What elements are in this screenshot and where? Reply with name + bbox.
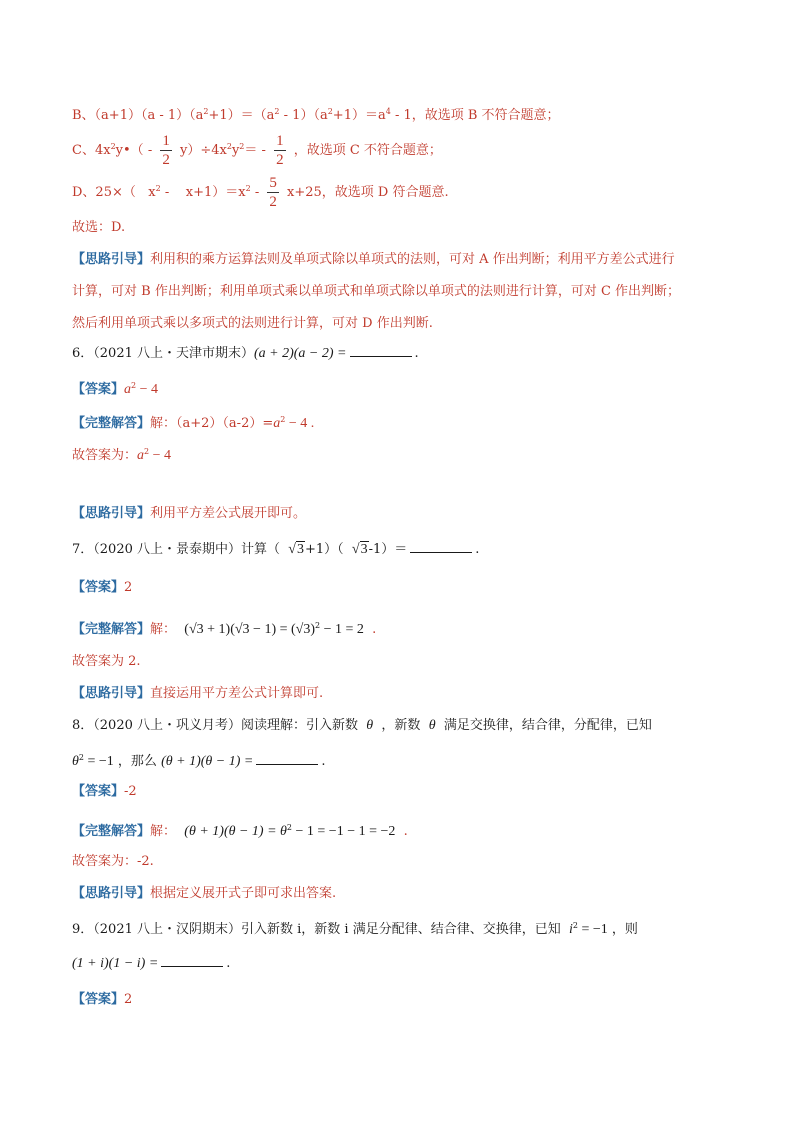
answer-9 bbox=[72, 990, 132, 1010]
solution-expression: a bbox=[273, 416, 281, 431]
exponent: 2 bbox=[155, 184, 161, 193]
solution-6 bbox=[72, 410, 314, 434]
sqrt-3: √3 bbox=[288, 542, 304, 557]
option-d-text-4: x+1）＝x bbox=[185, 185, 246, 200]
hint-tag: 【思路引导】 bbox=[72, 886, 151, 901]
question-9 bbox=[72, 916, 638, 940]
final-text: 故答案为： bbox=[72, 448, 138, 463]
option-b-text-5: - 1，故选项 B 不符合题意； bbox=[390, 108, 560, 123]
solution-tail: − 1 = −1 − 1 = −2 bbox=[292, 824, 396, 839]
question-7 bbox=[72, 540, 479, 560]
solution-7 bbox=[72, 616, 376, 640]
solution-expression: (√3 + 1)(√3 − 1) = (√3) bbox=[184, 622, 316, 637]
question-6-expression: (a + 2)(a − 2) = bbox=[254, 346, 347, 361]
final-7: 故答案为 2. bbox=[72, 654, 141, 669]
solution-text: 解：（a+2）（a-2）= bbox=[150, 416, 274, 431]
question-7-text-2: +1）（ bbox=[304, 542, 344, 557]
answer-blank[interactable] bbox=[410, 540, 472, 553]
hint-text: 利用积的乘方运算法则及单项式除以单项式的法则，可对 A 作出判断；利用平方差公式进行 bbox=[150, 252, 675, 267]
solution-tail: − 1 = 2 bbox=[320, 622, 364, 637]
option-c-text-5: y bbox=[231, 143, 240, 158]
option-b-text-4: +1）＝a bbox=[332, 108, 386, 123]
exponent: 2 bbox=[203, 107, 209, 116]
solution-text: 解： bbox=[150, 824, 177, 839]
theta-symbol: θ bbox=[72, 754, 79, 769]
exponent: 2 bbox=[286, 823, 293, 832]
answer-value: a bbox=[124, 382, 132, 397]
exponent: 2 bbox=[245, 184, 251, 193]
answer-tag: 【答案】 bbox=[72, 992, 125, 1007]
option-d-text-2: x bbox=[148, 185, 156, 200]
question-8-text-2: ，新数 bbox=[381, 718, 421, 733]
option-d-line bbox=[72, 174, 449, 211]
final-8: 故答案为：-2. bbox=[72, 854, 154, 869]
answer-6 bbox=[72, 376, 158, 400]
question-6-text: 6．（2021 八上・天津市期末） bbox=[72, 346, 254, 361]
answer-blank[interactable] bbox=[350, 344, 412, 357]
exponent: 2 bbox=[131, 381, 137, 390]
period: . bbox=[321, 754, 326, 769]
answer-8 bbox=[72, 782, 137, 802]
period: . bbox=[414, 346, 419, 361]
radicand: 3 bbox=[296, 542, 304, 557]
fraction-one-half bbox=[160, 132, 172, 169]
radicand: 3 bbox=[360, 542, 368, 557]
option-d-text-6: x+25，故选项 D 符合题意. bbox=[287, 185, 449, 200]
answer-tag: 【答案】 bbox=[72, 382, 125, 397]
fraction-one-half bbox=[274, 132, 286, 169]
period: . bbox=[403, 824, 408, 839]
question-8-expression: (θ + 1)(θ − 1) = bbox=[161, 754, 254, 769]
option-d-text-3: - bbox=[160, 185, 170, 200]
hint-text: 直接运用平方差公式计算即可. bbox=[150, 686, 324, 701]
period: . bbox=[475, 542, 480, 557]
question-7-text-3: -1）＝ bbox=[368, 542, 408, 557]
answer-7 bbox=[72, 578, 132, 598]
final-tail: − 4 bbox=[149, 448, 172, 463]
fraction-denominator: 2 bbox=[276, 152, 284, 168]
solution-tail: − 4 . bbox=[285, 416, 315, 431]
fraction-numerator: 5 bbox=[269, 175, 277, 191]
hint-tag: 【思路引导】 bbox=[72, 506, 151, 521]
answer-value: 2 bbox=[124, 580, 133, 595]
hint-text: 根据定义展开式子即可求出答案. bbox=[150, 886, 337, 901]
period: . bbox=[226, 956, 231, 971]
option-c-text-7: ，故选项 C 不符合题意； bbox=[293, 143, 442, 158]
solution-tag: 【完整解答】 bbox=[72, 416, 151, 431]
i-symbol: i bbox=[568, 922, 573, 937]
option-b-text-2: +1）＝（a bbox=[208, 108, 275, 123]
solution-tag: 【完整解答】 bbox=[72, 824, 151, 839]
question-7-text-1: 7．（2020 八上・景泰期中）计算（ bbox=[72, 542, 280, 557]
exponent: 2 bbox=[274, 107, 280, 116]
option-c-text-3: •（ - bbox=[123, 143, 153, 158]
hint-5-line-3: 然后利用单项式乘以多项式的法则进行计算，可对 D 作出判断. bbox=[72, 316, 433, 331]
answer-blank[interactable] bbox=[256, 752, 318, 765]
hint-tag: 【思路引导】 bbox=[72, 252, 151, 267]
hint-tag: 【思路引导】 bbox=[72, 686, 151, 701]
exponent: 2 bbox=[144, 447, 150, 456]
option-c-text-1: C、4x bbox=[72, 143, 111, 158]
answer-tail: − 4 bbox=[136, 382, 159, 397]
exponent: 2 bbox=[572, 921, 578, 930]
question-6 bbox=[72, 344, 419, 364]
answer-value: 2 bbox=[124, 992, 133, 1007]
question-8-line-2 bbox=[72, 748, 325, 772]
solution-tag: 【完整解答】 bbox=[72, 622, 151, 637]
option-b-line bbox=[72, 102, 560, 126]
hint-5-line-2: 计算，可对 B 作出判断；利用单项式乘以单项式和单项式除以单项式的法则进行计算，可对 C 作出判断； bbox=[72, 284, 681, 299]
final-expression: a bbox=[137, 448, 145, 463]
option-d-text-5: - bbox=[250, 185, 260, 200]
theta-symbol: θ bbox=[428, 718, 436, 733]
theta-symbol: θ bbox=[366, 718, 374, 733]
exponent: 2 bbox=[239, 142, 245, 151]
question-9-expression: (1 + i)(1 − i) = bbox=[72, 956, 159, 971]
option-b-text-1: B、（a+1）（a - 1）（a bbox=[72, 108, 204, 123]
option-d-text-1: D、25×（ bbox=[72, 185, 136, 200]
hint-5-line-1 bbox=[72, 250, 675, 270]
option-c-text-4: y）÷4x bbox=[180, 143, 227, 158]
option-c-line bbox=[72, 132, 442, 169]
question-8-text-1: 8．（2020 八上・巩义月考）阅读理解：引入新数 bbox=[72, 718, 358, 733]
option-c-text-2: y bbox=[115, 143, 124, 158]
fraction-five-halves bbox=[267, 174, 279, 211]
period: . bbox=[372, 622, 377, 637]
question-9-text-2: ，则 bbox=[611, 922, 638, 937]
exponent: 4 bbox=[385, 107, 391, 116]
question-9-condition: = −1 bbox=[577, 922, 608, 937]
option-b-text-3: - 1）（a bbox=[279, 108, 328, 123]
final-6 bbox=[72, 442, 171, 466]
fraction-denominator: 2 bbox=[162, 152, 170, 168]
hint-8 bbox=[72, 884, 336, 904]
question-9-line-2 bbox=[72, 954, 230, 974]
sqrt-3: √3 bbox=[351, 542, 368, 557]
fraction-numerator: 1 bbox=[276, 133, 284, 149]
fraction-numerator: 1 bbox=[162, 133, 170, 149]
hint-6 bbox=[72, 504, 306, 524]
answer-value: -2 bbox=[124, 784, 137, 799]
choice-line: 故选：D. bbox=[72, 220, 126, 235]
option-c-text-6: ＝ - bbox=[244, 143, 266, 158]
answer-tag: 【答案】 bbox=[72, 580, 125, 595]
exponent: 2 bbox=[226, 142, 232, 151]
hint-text: 利用平方差公式展开即可。 bbox=[150, 506, 307, 521]
fraction-denominator: 2 bbox=[269, 194, 277, 210]
answer-tag: 【答案】 bbox=[72, 784, 125, 799]
exponent: 2 bbox=[78, 753, 84, 762]
answer-blank[interactable] bbox=[161, 954, 223, 967]
solution-text: 解： bbox=[150, 622, 177, 637]
question-8-text-4: ，那么 bbox=[117, 754, 157, 769]
question-9-text-1: 9．（2021 八上・汉阴期末）引入新数 i，新数 i 满足分配律、结合律、交换律，已知 bbox=[72, 922, 561, 937]
question-8-condition: = −1 bbox=[83, 754, 114, 769]
solution-expression: (θ + 1)(θ − 1) = θ bbox=[184, 824, 287, 839]
question-8-text-3: 满足交换律，结合律，分配律，已知 bbox=[443, 718, 652, 733]
exponent: 2 bbox=[315, 621, 321, 630]
exponent: 2 bbox=[327, 107, 333, 116]
exponent: 2 bbox=[110, 142, 116, 151]
solution-8 bbox=[72, 818, 408, 842]
hint-7 bbox=[72, 684, 323, 704]
question-8 bbox=[72, 716, 652, 736]
exponent: 2 bbox=[280, 415, 286, 424]
